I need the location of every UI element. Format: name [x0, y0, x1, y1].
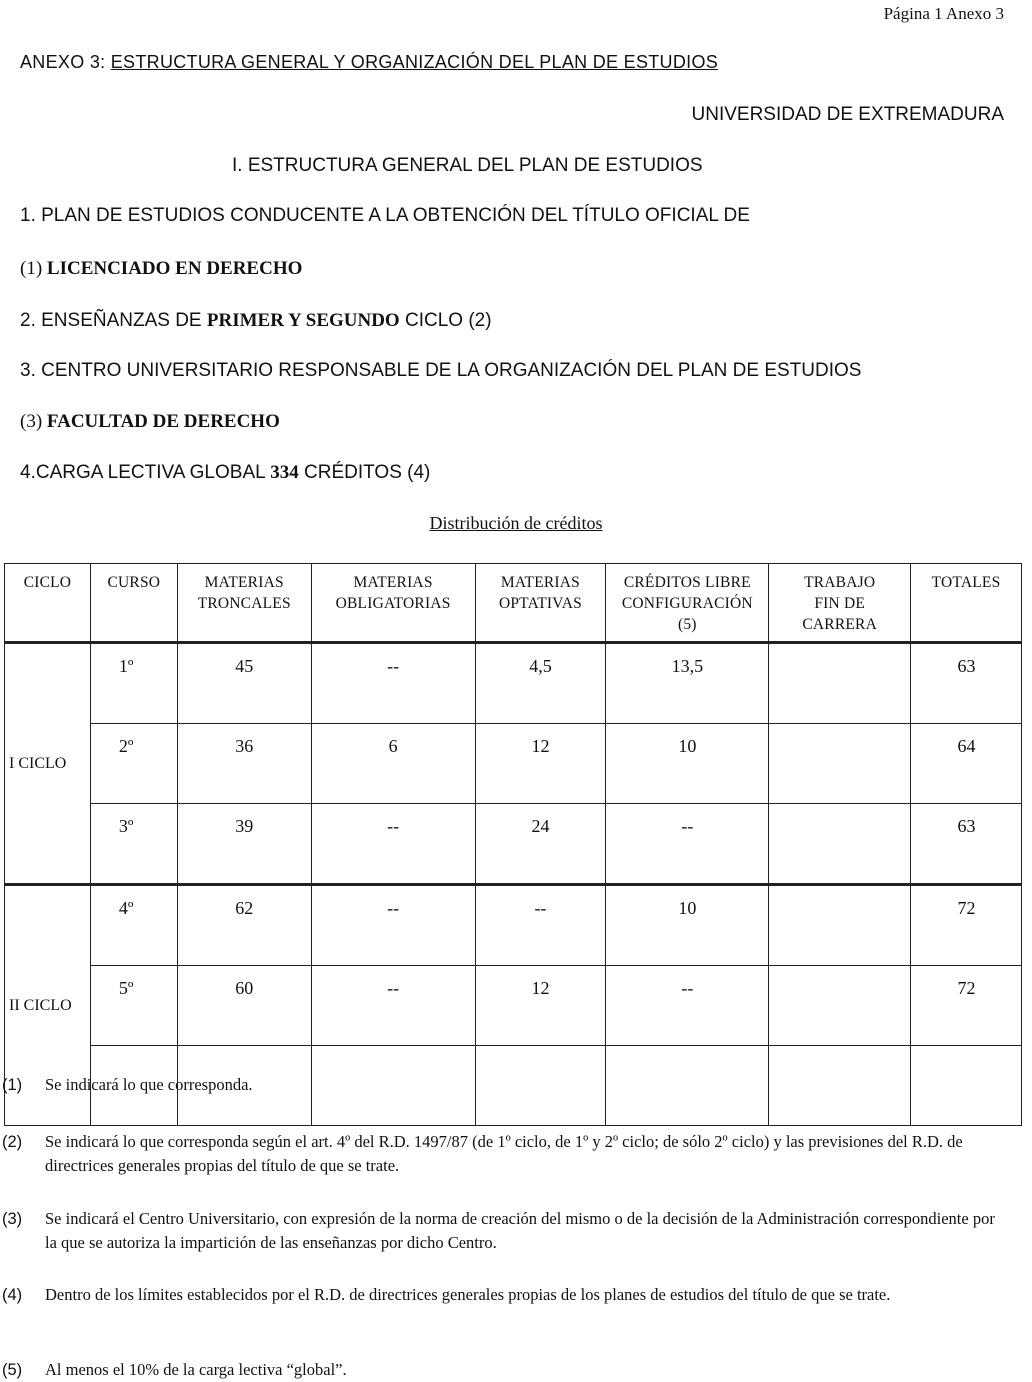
university-name: UNIVERSIDAD DE EXTREMADURA [691, 104, 1004, 125]
footnote-text: Al menos el 10% de la carga lectiva “global”. [45, 1360, 347, 1379]
table-row [5, 724, 1022, 804]
header-trabajo-l1: TRABAJO [804, 574, 876, 591]
trabajo-cell [769, 643, 911, 724]
header-optativas-l1: MATERIAS [500, 574, 580, 591]
load-prefix: 4.CARGA LECTIVA GLOBAL [20, 462, 271, 483]
faculty-mark: (3) [20, 411, 47, 432]
annex-prefix: ANEXO 3: [20, 52, 111, 72]
table-row [5, 804, 1022, 885]
optativas-cell: 12 [475, 724, 606, 804]
footnote-text: Dentro de los límites establecidos por el R.D. de directrices generales propias de los planes de estudios del título de que se trate. [45, 1285, 891, 1304]
libre-cell: 13,5 [606, 643, 769, 724]
curso-cell: 4º [90, 885, 177, 966]
line-faculty [20, 411, 280, 433]
table-row [5, 643, 1022, 724]
footnote-text: Se indicará lo que corresponda. [45, 1075, 253, 1094]
header-libre-l3: (5) [677, 616, 697, 633]
section-title: I. ESTRUCTURA GENERAL DEL PLAN DE ESTUDIOS [232, 155, 703, 176]
distribution-title: Distribución de créditos [429, 513, 603, 533]
cycles-bold: PRIMER Y SEGUNDO [206, 310, 400, 331]
libre-cell: -- [606, 804, 769, 885]
footnote-mark: (1) [2, 1076, 23, 1094]
trabajo-cell [769, 724, 911, 804]
line-cycles [20, 310, 492, 332]
header-libre-l2: CONFIGURACIÓN [621, 595, 753, 612]
curso-cell: 1º [90, 643, 177, 724]
header-troncales-l2: TRONCALES [197, 595, 291, 612]
cycles-suffix: CICLO (2) [399, 310, 492, 331]
obligatorias-cell: -- [311, 885, 475, 966]
footnote-mark: (3) [2, 1210, 23, 1228]
optativas-cell: 12 [475, 966, 606, 1046]
annex-heading [20, 52, 718, 73]
libre-cell: -- [606, 966, 769, 1046]
troncales-cell: 45 [177, 643, 311, 724]
table-row [5, 885, 1022, 966]
credits-table [4, 563, 1022, 1126]
trabajo-cell [769, 804, 911, 885]
degree-name: LICENCIADO EN DERECHO [46, 258, 303, 279]
totales-cell: 63 [911, 804, 1022, 885]
troncales-cell: 39 [177, 804, 311, 885]
obligatorias-cell: 6 [311, 724, 475, 804]
obligatorias-cell: -- [311, 966, 475, 1046]
header-optativas-l2: OPTATIVAS [498, 595, 582, 612]
cycle-cell-second: II CICLO [5, 885, 91, 1126]
optativas-cell: 24 [475, 804, 606, 885]
load-value: 334 [270, 462, 299, 483]
header-troncales [177, 564, 311, 643]
footnote-mark: (4) [2, 1286, 23, 1304]
page-number-label: Página 1 Anexo 3 [883, 4, 1004, 23]
load-suffix: CRÉDITOS (4) [298, 462, 431, 483]
obligatorias-cell: -- [311, 804, 475, 885]
curso-cell: 5º [90, 966, 177, 1046]
annex-title: ESTRUCTURA GENERAL Y ORGANIZACIÓN DEL PLAN DE ESTUDIOS [110, 52, 719, 72]
trabajo-cell [769, 885, 911, 966]
line-degree [20, 258, 302, 280]
header-troncales-l1: MATERIAS [204, 574, 284, 591]
header-obligatorias [311, 564, 475, 643]
line-plan-title: 1. PLAN DE ESTUDIOS CONDUCENTE A LA OBTENCIÓN DEL TÍTULO OFICIAL DE [20, 205, 750, 226]
line-global-load [20, 462, 430, 484]
libre-cell: 10 [606, 885, 769, 966]
table-row [5, 966, 1022, 1046]
obligatorias-cell: -- [311, 643, 475, 724]
table-header-row [5, 564, 1022, 643]
degree-mark: (1) [20, 258, 47, 279]
header-trabajo-l3: CARRERA [802, 616, 877, 633]
footnote-text: Se indicará lo que corresponda según el art. 4º del R.D. 1497/87 (de 1º ciclo, de 1º y 2º ciclo; de sólo 2º ciclo) y las previsiones del R.D. de directrices generales propias del título de que se trate. [45, 1132, 963, 1175]
header-totales: TOTALES [911, 564, 1022, 643]
optativas-cell: 4,5 [475, 643, 606, 724]
cycles-prefix: 2. ENSEÑANZAS DE [20, 310, 207, 331]
faculty-name: FACULTAD DE DERECHO [46, 411, 280, 432]
header-obligatorias-l1: MATERIAS [353, 574, 433, 591]
header-curso: CURSO [90, 564, 177, 643]
libre-cell: 10 [606, 724, 769, 804]
footnote-text: Se indicará el Centro Universitario, con expresión de la norma de creación del mismo o de la decisión de la Administración correspondiente por la que se autoriza la impartición de las enseñanzas por dicho Centro. [45, 1209, 995, 1252]
header-trabajo [769, 564, 911, 643]
footnote-mark: (2) [2, 1133, 23, 1151]
header-libre [606, 564, 769, 643]
footnote-mark: (5) [2, 1361, 23, 1379]
totales-cell: 72 [911, 885, 1022, 966]
totales-cell: 63 [911, 643, 1022, 724]
header-libre-l1: CRÉDITOS LIBRE [623, 574, 751, 591]
totales-cell: 64 [911, 724, 1022, 804]
header-trabajo-l2: FIN DE [814, 595, 866, 612]
cycle-cell-first: I CICLO [5, 643, 91, 885]
header-optativas [475, 564, 606, 643]
optativas-cell: -- [475, 885, 606, 966]
line-centre-heading: 3. CENTRO UNIVERSITARIO RESPONSABLE DE LA ORGANIZACIÓN DEL PLAN DE ESTUDIOS [20, 360, 862, 381]
troncales-cell: 36 [177, 724, 311, 804]
curso-cell: 2º [90, 724, 177, 804]
troncales-cell: 60 [177, 966, 311, 1046]
header-ciclo: CICLO [5, 564, 91, 643]
curso-cell: 3º [90, 804, 177, 885]
troncales-cell: 62 [177, 885, 311, 966]
header-obligatorias-l2: OBLIGATORIAS [335, 595, 451, 612]
totales-cell: 72 [911, 966, 1022, 1046]
trabajo-cell [769, 966, 911, 1046]
